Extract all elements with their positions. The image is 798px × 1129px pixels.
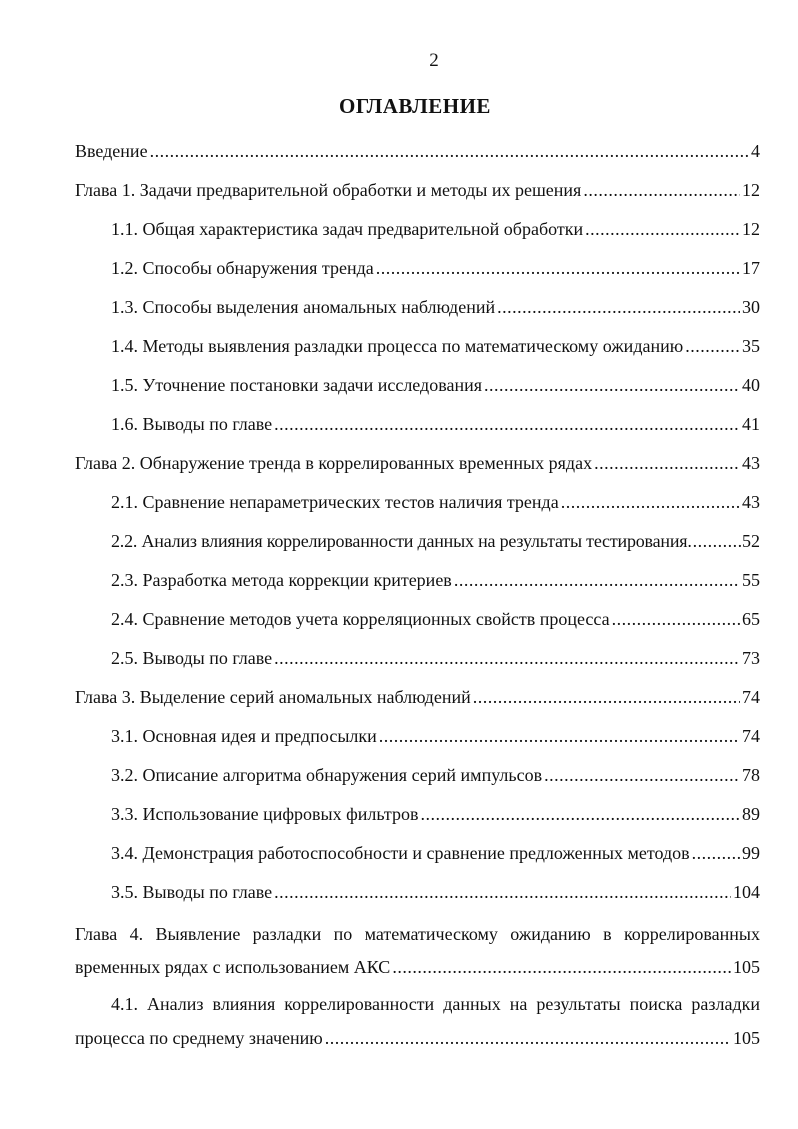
toc-entry-title: 1.5. Уточнение постановки задачи исследования: [111, 375, 483, 395]
toc-entry-page: 41: [742, 414, 760, 434]
toc-entry-title-line-2: процесса по среднему значению: [75, 1028, 323, 1048]
dot-leader: [612, 608, 740, 630]
toc-entry-page: 43: [742, 492, 760, 512]
dot-leader: [376, 257, 740, 279]
toc-entry-page: 12: [742, 219, 760, 239]
toc-entry-title-line-1: 4.1. Анализ влияния коррелированности данных на результаты поиска разладки: [111, 994, 760, 1014]
toc-entry-title: 3.4. Демонстрация работоспособности и сравнение предложенных методов: [111, 843, 690, 863]
dot-leader: [454, 569, 740, 591]
toc-entry-title: 1.6. Выводы по главе: [111, 414, 273, 434]
toc-entry-title-line-2: временных рядах с использованием АКС: [75, 957, 391, 977]
toc-entry-title: 3.3. Использование цифровых фильтров: [111, 804, 419, 824]
toc-entry-title: Введение: [75, 141, 148, 161]
toc-entry-title: 2.4. Сравнение методов учета корреляционных свойств процесса: [111, 609, 610, 629]
toc-entry-page: 105: [733, 957, 760, 977]
toc-entry-title: Глава 1. Задачи предварительной обработки и методы их решения: [75, 180, 582, 200]
toc-entry-title: 1.3. Способы выделения аномальных наблюдений: [111, 297, 496, 317]
dot-leader: [421, 803, 741, 825]
toc-entry-page: 89: [742, 804, 760, 824]
toc-entry-page: 74: [742, 687, 760, 707]
toc-title: ОГЛАВЛЕНИЕ: [339, 94, 491, 118]
dot-leader: [274, 647, 740, 669]
dot-leader: [544, 764, 740, 786]
toc-entry-page: 12: [742, 180, 760, 200]
toc-entry-page: 99: [742, 843, 760, 863]
toc-entry-title: 2.3. Разработка метода коррекции критериев: [111, 570, 452, 590]
toc-entry-page: 30: [742, 297, 760, 317]
toc-entry-page: 35: [742, 336, 760, 356]
toc-entry-page: 55: [742, 570, 760, 590]
toc-entry-title: 3.5. Выводы по главе: [111, 882, 273, 902]
toc-entry-title: 1.2. Способы обнаружения тренда: [111, 258, 374, 278]
toc-entry-title: 2.1. Сравнение непараметрических тестов наличия тренда: [111, 492, 559, 512]
dot-leader: [150, 140, 749, 162]
toc-entry-title: 2.2. Анализ влияния коррелированности данных на результаты тестирования.: [111, 531, 692, 551]
toc-entry-page: 104: [733, 882, 760, 902]
dot-leader: [379, 725, 740, 747]
dot-leader: [685, 335, 740, 357]
dot-leader: [325, 1027, 731, 1049]
toc-entry-page: 17: [742, 258, 760, 278]
dot-leader: [692, 842, 740, 864]
dot-leader: [693, 530, 741, 552]
toc-entry-page: 73: [742, 648, 760, 668]
dot-leader: [274, 413, 740, 435]
dot-leader: [583, 179, 740, 201]
toc-entry-page: 74: [742, 726, 760, 746]
dot-leader: [392, 956, 731, 978]
toc-entry-title: Глава 3. Выделение серий аномальных наблюдений: [75, 687, 471, 707]
dot-leader: [484, 374, 740, 396]
toc-entry-page: 52: [742, 531, 760, 551]
toc-entry-page: 65: [742, 609, 760, 629]
toc-entry-title: Глава 2. Обнаружение тренда в коррелированных временных рядах: [75, 453, 593, 473]
toc-entry-title: 1.4. Методы выявления разладки процесса по математическому ожиданию: [111, 336, 684, 356]
toc-entry-title: 3.2. Описание алгоритма обнаружения серий импульсов: [111, 765, 543, 785]
toc-entry-page: 40: [742, 375, 760, 395]
toc-entry-title: 1.1. Общая характеристика задач предварительной обработки: [111, 219, 584, 239]
toc-entry-page: 4: [751, 141, 760, 161]
toc-entry-title-line-1: Глава 4. Выявление разладки по математическому ожиданию в коррелированных: [75, 924, 760, 944]
toc-entry-title: 2.5. Выводы по главе: [111, 648, 273, 668]
toc-entry-page: 78: [742, 765, 760, 785]
toc-entry-page: 105: [733, 1028, 760, 1048]
toc-entry-page: 43: [742, 453, 760, 473]
toc-entry-title: 3.1. Основная идея и предпосылки: [111, 726, 377, 746]
dot-leader: [561, 491, 740, 513]
dot-leader: [274, 881, 731, 903]
page-number: 2: [429, 50, 439, 71]
dot-leader: [473, 686, 740, 708]
dot-leader: [585, 218, 740, 240]
dot-leader: [594, 452, 740, 474]
dot-leader: [497, 296, 740, 318]
